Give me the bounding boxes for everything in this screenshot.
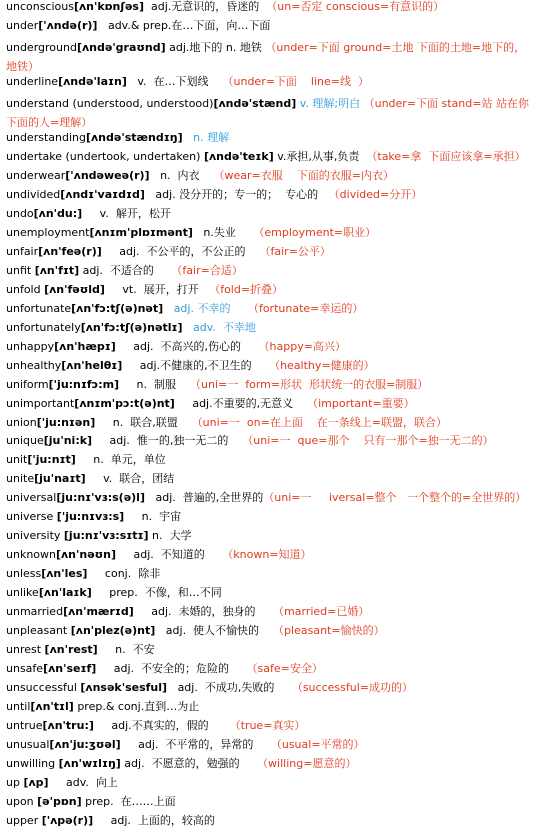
entry-definition: v.承担,从事,负责 [273, 150, 367, 163]
entry-note: （healthy=健康的） [269, 359, 375, 372]
entry-note: （take=拿 下面应该拿=承担） [366, 150, 526, 163]
entry-definition: adv.& prep.在…下面，向…下面 [97, 19, 271, 32]
entry-word: unemployment [6, 226, 90, 239]
entry-definition: v. 在…下划线 [126, 75, 223, 88]
entry-phonetic: [ʌn'ju:ʒʊəl] [49, 738, 121, 751]
vocab-entry [6, 738, 535, 752]
entry-definition: prep. 不像，和…不同 [91, 586, 222, 599]
entry-phonetic: ['ʌndəweə(r)] [65, 169, 150, 182]
entry-phonetic: [ʌn'plez(ə)nt] [70, 624, 156, 637]
entry-word: unimportant [6, 397, 75, 410]
vocab-entry [6, 397, 535, 411]
entry-word: under [6, 19, 39, 32]
entry-note: （divided=分开） [328, 188, 423, 201]
entry-phonetic: [ʌndə'laɪn] [58, 75, 127, 88]
entry-phonetic: [ʌn'fɔ:tʃ(ə)nətlɪ] [80, 321, 183, 334]
entry-word: unlike [6, 586, 39, 599]
entry-definition: adj. 普遍的,全世界的 [144, 491, 264, 504]
vocab-entry [6, 776, 535, 790]
entry-phonetic: [ʌn'fɪt] [34, 264, 80, 277]
entry-word: unfair [6, 245, 39, 258]
entry-note: （uni=一 iversal=整个 一个整个的=全世界的） [263, 491, 527, 504]
entry-phonetic: [ʌn'tɪl] [30, 700, 74, 713]
entry-word: undo [6, 207, 34, 220]
entry-word: unsuccessful [6, 681, 81, 694]
entry-phonetic: [ʌn'seɪf] [43, 662, 97, 675]
vocab-entry [6, 321, 535, 335]
entry-note: （un=否定 conscious=有意识的） [266, 0, 445, 13]
vocab-entry [6, 378, 535, 392]
vocab-entry [6, 264, 535, 278]
entry-definition: adj. 不平常的，异常的 [120, 738, 271, 751]
entry-word: unless [6, 567, 42, 580]
vocab-entry [6, 207, 535, 221]
vocab-entry [6, 38, 535, 76]
vocab-entry [6, 416, 535, 430]
entry-note: （safe=安全） [246, 662, 323, 675]
entry-phonetic: [ʌn'hæpɪ] [54, 340, 116, 353]
entry-phonetic: ['ju:nɪt] [27, 453, 76, 466]
entry-note: v. 理解;明白 （under=下面 stand=站 站在你下面的人=理解） [6, 97, 529, 129]
entry-word: unmarried [6, 605, 64, 618]
vocab-entry [6, 491, 535, 505]
vocab-entry [6, 605, 535, 619]
entry-phonetic: [ʌn'nəʊn] [55, 548, 117, 561]
entry-phonetic: [ʌn'rest] [44, 643, 98, 656]
entry-note: （uni=一 que=那个 只有一那个=独一无二的） [242, 434, 494, 447]
vocab-entry [6, 510, 535, 524]
entry-definition: adj.不重要的,无意义 [174, 397, 308, 410]
entry-definition [183, 321, 194, 334]
entry-word: unpleasant [6, 624, 71, 637]
vocab-entry [6, 0, 535, 14]
entry-phonetic: [ʌndə'teɪk] [203, 150, 274, 163]
entry-definition: conj. 除非 [87, 567, 161, 580]
vocab-entry [6, 302, 535, 316]
entry-note: （uni=一 on=在上面 在一条线上=联盟，联合） [191, 416, 448, 429]
entry-word: unfit [6, 264, 35, 277]
entry-definition: n. 联合,联盟 [95, 416, 192, 429]
entry-definition: adj. 上面的，较高的 [93, 814, 215, 827]
entry-word: upon [6, 795, 38, 808]
entry-definition: adj. 使人不愉快的 [155, 624, 274, 637]
entry-word: universe [6, 510, 57, 523]
entry-phonetic: [ʌn'les] [41, 567, 88, 580]
entry-word: undertake (undertook, undertaken) [6, 150, 204, 163]
entry-note: （usual=平常的） [270, 738, 365, 751]
vocab-entry [6, 245, 535, 259]
entry-word: upper [6, 814, 42, 827]
entry-word: unfold [6, 283, 45, 296]
entry-phonetic: [ʌnɪm'plɒɪmənt] [89, 226, 193, 239]
entry-word: underline [6, 75, 59, 88]
entry-definition: v. 解开，松开 [82, 207, 171, 220]
vocab-entry [6, 340, 535, 354]
entry-phonetic: ['ju:nɪfɔ:m] [48, 378, 120, 391]
entry-word: until [6, 700, 31, 713]
entry-note: （fair=合适） [171, 264, 243, 277]
vocab-entry [6, 434, 535, 448]
entry-note: （wear=衣服 下面的衣服=内衣） [213, 169, 394, 182]
entry-phonetic: [ʌp] [23, 776, 49, 789]
vocab-entry [6, 567, 535, 581]
entry-phonetic: [ʌn'du:] [33, 207, 83, 220]
entry-phonetic: [ʌndɪ'vaɪdɪd] [60, 188, 145, 201]
entry-phonetic: [ʌn'tru:] [42, 719, 94, 732]
entry-definition: adj. 不公平的，不公正的 [101, 245, 260, 258]
entry-note: （uni=一 form=形状 形状统一的衣服=制服） [190, 378, 429, 391]
entry-note: n. 理解 [193, 131, 230, 144]
entry-definition: adj. 不成功,失败的 [167, 681, 292, 694]
entry-definition: adj. 不安全的；危险的 [96, 662, 247, 675]
vocab-entry [6, 94, 535, 132]
entry-phonetic: [ju'naɪt] [34, 472, 86, 485]
entry-phonetic: [ʌn'fɔ:tʃ(ə)nət] [71, 302, 164, 315]
vocab-entry [6, 169, 535, 183]
entry-phonetic: ['ju:nɪən] [36, 416, 96, 429]
entry-phonetic: [ə'pɒn] [37, 795, 82, 808]
entry-definition: adj.不健康的,不卫生的 [122, 359, 270, 372]
vocab-entry [6, 795, 535, 809]
entry-definition: adj.地下的 n. 地铁 [165, 41, 266, 54]
entry-word: uniform [6, 378, 49, 391]
entry-word: unhealthy [6, 359, 62, 372]
entry-definition: prep.& conj.直到…为止 [73, 700, 200, 713]
entry-word: undivided [6, 188, 61, 201]
entry-phonetic: [ʌndə'graʊnd] [76, 41, 166, 54]
entry-phonetic: ['ju:nɪvɜ:s] [56, 510, 125, 523]
vocab-entry [6, 681, 535, 695]
entry-phonetic: [ʌn'mærɪd] [63, 605, 134, 618]
entry-definition: n. 不安 [97, 643, 155, 656]
entry-phonetic: ['ʌpə(r)] [41, 814, 94, 827]
entry-definition: n. 大学 [148, 529, 192, 542]
vocab-entry [6, 188, 535, 202]
entry-definition: n. 宇宙 [124, 510, 182, 523]
vocab-entry [6, 548, 535, 562]
entry-definition: adj. 不高兴的,伤心的 [115, 340, 259, 353]
entry-phonetic: [ju:nɪ'vɜ:s(ə)l] [56, 491, 145, 504]
entry-definition [163, 302, 174, 315]
entry-note: （important=重要） [307, 397, 415, 410]
entry-phonetic: [ʌn'wɪlɪŋ] [58, 757, 121, 770]
entry-definition: adj. 不适合的 [79, 264, 172, 277]
vocab-entry [6, 643, 535, 657]
entry-note: （fold=折叠） [209, 283, 284, 296]
entry-definition: adj. 不知道的 [116, 548, 223, 561]
entry-note: adj. 不幸的 （fortunate=幸运的） [173, 302, 364, 315]
entry-phonetic: [ʌn'kɒnʃəs] [73, 0, 144, 13]
vocab-entry [6, 586, 535, 600]
entry-word: untrue [6, 719, 43, 732]
entry-note: （known=知道） [222, 548, 312, 561]
entry-word: unique [6, 434, 44, 447]
entry-note: （successful=成功的） [291, 681, 413, 694]
entry-phonetic: [ju:nɪ'vɜ:sɪtɪ] [63, 529, 149, 542]
entry-definition: n. 单元，单位 [75, 453, 166, 466]
entry-definition: adv. 向上 [48, 776, 118, 789]
entry-definition: prep. 在……上面 [81, 795, 176, 808]
entry-word: underwear [6, 169, 66, 182]
entry-word: understand (understood, understood) [6, 97, 214, 110]
vocab-entry [6, 700, 535, 714]
entry-phonetic: [ʌn'helθɪ] [61, 359, 123, 372]
vocab-entry [6, 19, 535, 33]
entry-word: unhappy [6, 340, 55, 353]
entry-phonetic: [ʌndə'stændɪŋ] [85, 131, 183, 144]
vocab-entry [6, 453, 535, 467]
entry-definition: adj.无意识的，昏迷的 [144, 0, 267, 13]
entry-definition: n. 制服 [119, 378, 191, 391]
vocab-entry [6, 75, 535, 89]
entry-word: unsafe [6, 662, 44, 675]
entry-word: unconscious [6, 0, 74, 13]
entry-word: unit [6, 453, 28, 466]
entry-word: unknown [6, 548, 56, 561]
entry-note: adv. 不幸地 [193, 321, 256, 334]
entry-phonetic: [ju'ni:k] [43, 434, 93, 447]
entry-definition: vt. 展开，打开 [104, 283, 210, 296]
entry-phonetic: [ʌnsək'sesful] [80, 681, 168, 694]
vocab-entry [6, 757, 535, 771]
entry-word: unusual [6, 738, 50, 751]
entry-note: （under=下面 line=线 ） [222, 75, 369, 88]
entry-note: （under=下面 ground=土地 下面的土地=地下的，地铁） [6, 41, 526, 73]
entry-note: （true=真实） [229, 719, 306, 732]
vocab-entry [6, 226, 535, 240]
entry-word: underground [6, 41, 77, 54]
vocab-entry [6, 359, 535, 373]
entry-definition: adj. 没分开的；专一的； 专心的 [144, 188, 329, 201]
entry-phonetic: [ʌn'fəʊld] [44, 283, 105, 296]
entry-phonetic: ['ʌndə(r)] [38, 19, 98, 32]
entry-word: unfortunate [6, 302, 72, 315]
entry-definition: adj.不真实的，假的 [93, 719, 230, 732]
entry-note: （employment=职业） [253, 226, 377, 239]
entry-word: unwilling [6, 757, 59, 770]
entry-note: （pleasant=愉快的） [273, 624, 385, 637]
vocab-entry [6, 624, 535, 638]
entry-note: （willing=愿意的） [257, 757, 357, 770]
entry-definition [183, 131, 194, 144]
entry-phonetic: [ʌnɪm'pɔ:t(ə)nt] [74, 397, 175, 410]
entry-word: unite [6, 472, 35, 485]
vocab-entry [6, 150, 535, 164]
entry-word: up [6, 776, 24, 789]
entry-phonetic: [ʌndə'stænd] [213, 97, 297, 110]
entry-phonetic: [ʌn'feə(r)] [38, 245, 102, 258]
vocab-entry [6, 719, 535, 733]
vocab-entry [6, 283, 535, 297]
entry-word: understanding [6, 131, 86, 144]
entry-word: unrest [6, 643, 45, 656]
entry-note: （married=已婚） [273, 605, 370, 618]
entry-word: unfortunately [6, 321, 81, 334]
entry-definition: v. 联合，团结 [85, 472, 175, 485]
entry-word: universal [6, 491, 57, 504]
vocab-entry [6, 662, 535, 676]
vocab-entry [6, 472, 535, 486]
entry-note: （happy=高兴） [258, 340, 346, 353]
entry-note: （fair=公平） [259, 245, 331, 258]
entry-word: union [6, 416, 37, 429]
vocab-entry [6, 529, 535, 543]
entry-phonetic: [ʌn'laɪk] [38, 586, 92, 599]
entry-definition: n. 内衣 [149, 169, 214, 182]
entry-definition: adj. 未婚的，独身的 [133, 605, 274, 618]
entry-definition: n.失业 [192, 226, 254, 239]
entry-definition: adj. 不愿意的，勉强的 [120, 757, 258, 770]
entry-word: university [6, 529, 64, 542]
entry-definition: adj. 惟一的,独一无二的 [92, 434, 243, 447]
vocab-entry [6, 131, 535, 145]
